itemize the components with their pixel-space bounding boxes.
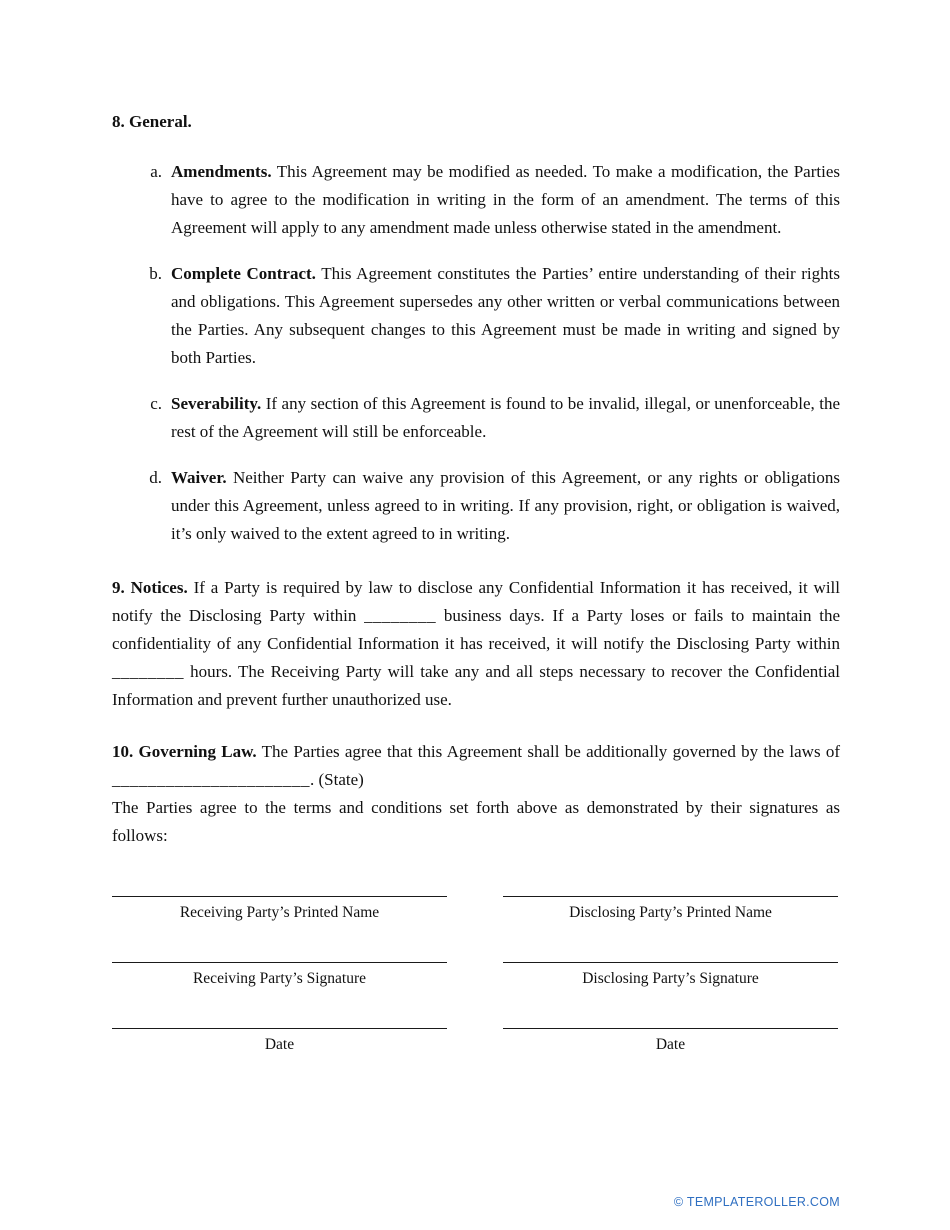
signature-area	[112, 896, 840, 1094]
clause-term: Waiver.	[171, 468, 227, 487]
clause-marker: c.	[150, 394, 162, 413]
clause-body-text: This Agreement may be modified as needed. To make a modification, the Parties have to agree to the modification in writing in the form of an amendment. The terms of this Agreement will apply to any amendment made unless otherwise stated in the amendment.	[171, 162, 840, 237]
section-9-text-1: If a Party is required by law to disclose any Confidential Information it has received, it will notify the Disclosing Party within	[112, 578, 840, 625]
signature-column-receiving	[112, 896, 447, 1094]
clause-term: Complete Contract.	[171, 264, 316, 283]
clause-term: Severability.	[171, 394, 262, 413]
section-10-text-1: The Parties agree that this Agreement shall be additionally governed by the laws of	[261, 742, 840, 761]
sig-block-receiving-date	[112, 1028, 447, 1056]
section-9-text-2: business days. If a Party loses or fails to maintain the confidentiality of any Confidential Information it has received, it will notify the Disclosing Party within	[112, 606, 840, 653]
clause-term: Amendments.	[171, 162, 272, 181]
signature-line[interactable]	[112, 962, 447, 963]
clause-paragraph	[171, 390, 840, 446]
signature-line[interactable]	[112, 896, 447, 897]
notice-days-blank[interactable]: ________	[364, 606, 437, 625]
signature-label: Disclosing Party’s Signature	[582, 970, 759, 987]
signature-line[interactable]	[503, 896, 838, 897]
sig-block-disclosing-date	[503, 1028, 838, 1056]
clause-severability	[140, 390, 840, 446]
signature-label: Disclosing Party’s Printed Name	[569, 904, 772, 921]
closing-paragraph: The Parties agree to the terms and conditions set forth above as demonstrated by their signatures as follows:	[112, 798, 840, 845]
state-blank[interactable]: ______________________	[112, 770, 310, 789]
signature-label: Date	[655, 1036, 686, 1053]
sig-block-receiving-signature	[112, 962, 447, 990]
sig-block-disclosing-signature	[503, 962, 838, 990]
section-10-text-2: . (State)	[310, 770, 364, 789]
section-9-paragraph	[112, 574, 840, 714]
clause-paragraph	[171, 158, 840, 242]
signature-label: Date	[264, 1036, 295, 1053]
clause-marker: b.	[149, 264, 162, 283]
signature-column-disclosing	[503, 896, 838, 1094]
clause-marker: d.	[149, 468, 162, 487]
signature-label: Receiving Party’s Signature	[192, 970, 367, 987]
clause-paragraph	[171, 260, 840, 372]
section-9-text-3: hours. The Receiving Party will take any and all steps necessary to recover the Confidential Information and prevent further unauthorized use.	[112, 662, 840, 709]
signature-line[interactable]	[503, 962, 838, 963]
clause-paragraph	[171, 464, 840, 548]
clause-marker: a.	[150, 162, 162, 181]
clause-body-text: Neither Party can waive any provision of this Agreement, or any rights or obligations under this Agreement, unless agreed to in writing. If any provision, right, or obligation is waived, it’s only waived to the extent agreed to in writing.	[171, 468, 841, 543]
sig-block-disclosing-printed-name	[503, 896, 838, 924]
clause-body-text: This Agreement constitutes the Parties’ entire understanding of their rights and obligations. This Agreement supersedes any other written or verbal communications between the Parties. Any subsequent changes to this Agreement must be made in writing and signed by both Parties.	[171, 264, 840, 367]
section-10-lead: 10. Governing Law.	[112, 742, 257, 761]
templateroller-copyright-link[interactable]: © TEMPLATEROLLER.COM	[673, 1195, 840, 1209]
clause-body-text: If any section of this Agreement is found to be invalid, illegal, or unenforceable, the rest of the Agreement will still be enforceable.	[171, 394, 841, 441]
signature-line[interactable]	[112, 1028, 447, 1029]
signature-line[interactable]	[503, 1028, 838, 1029]
clause-complete-contract	[140, 260, 840, 372]
page-footer	[674, 1188, 840, 1216]
section-8-heading: 8. General.	[112, 112, 192, 131]
section-9-lead: 9. Notices.	[112, 578, 188, 597]
clause-amendments	[140, 158, 840, 242]
signature-label: Receiving Party’s Printed Name	[179, 904, 380, 921]
notice-hours-blank[interactable]: ________	[112, 662, 184, 681]
clause-waiver	[140, 464, 840, 548]
section-10-paragraph	[112, 738, 840, 794]
sig-block-receiving-printed-name	[112, 896, 447, 924]
